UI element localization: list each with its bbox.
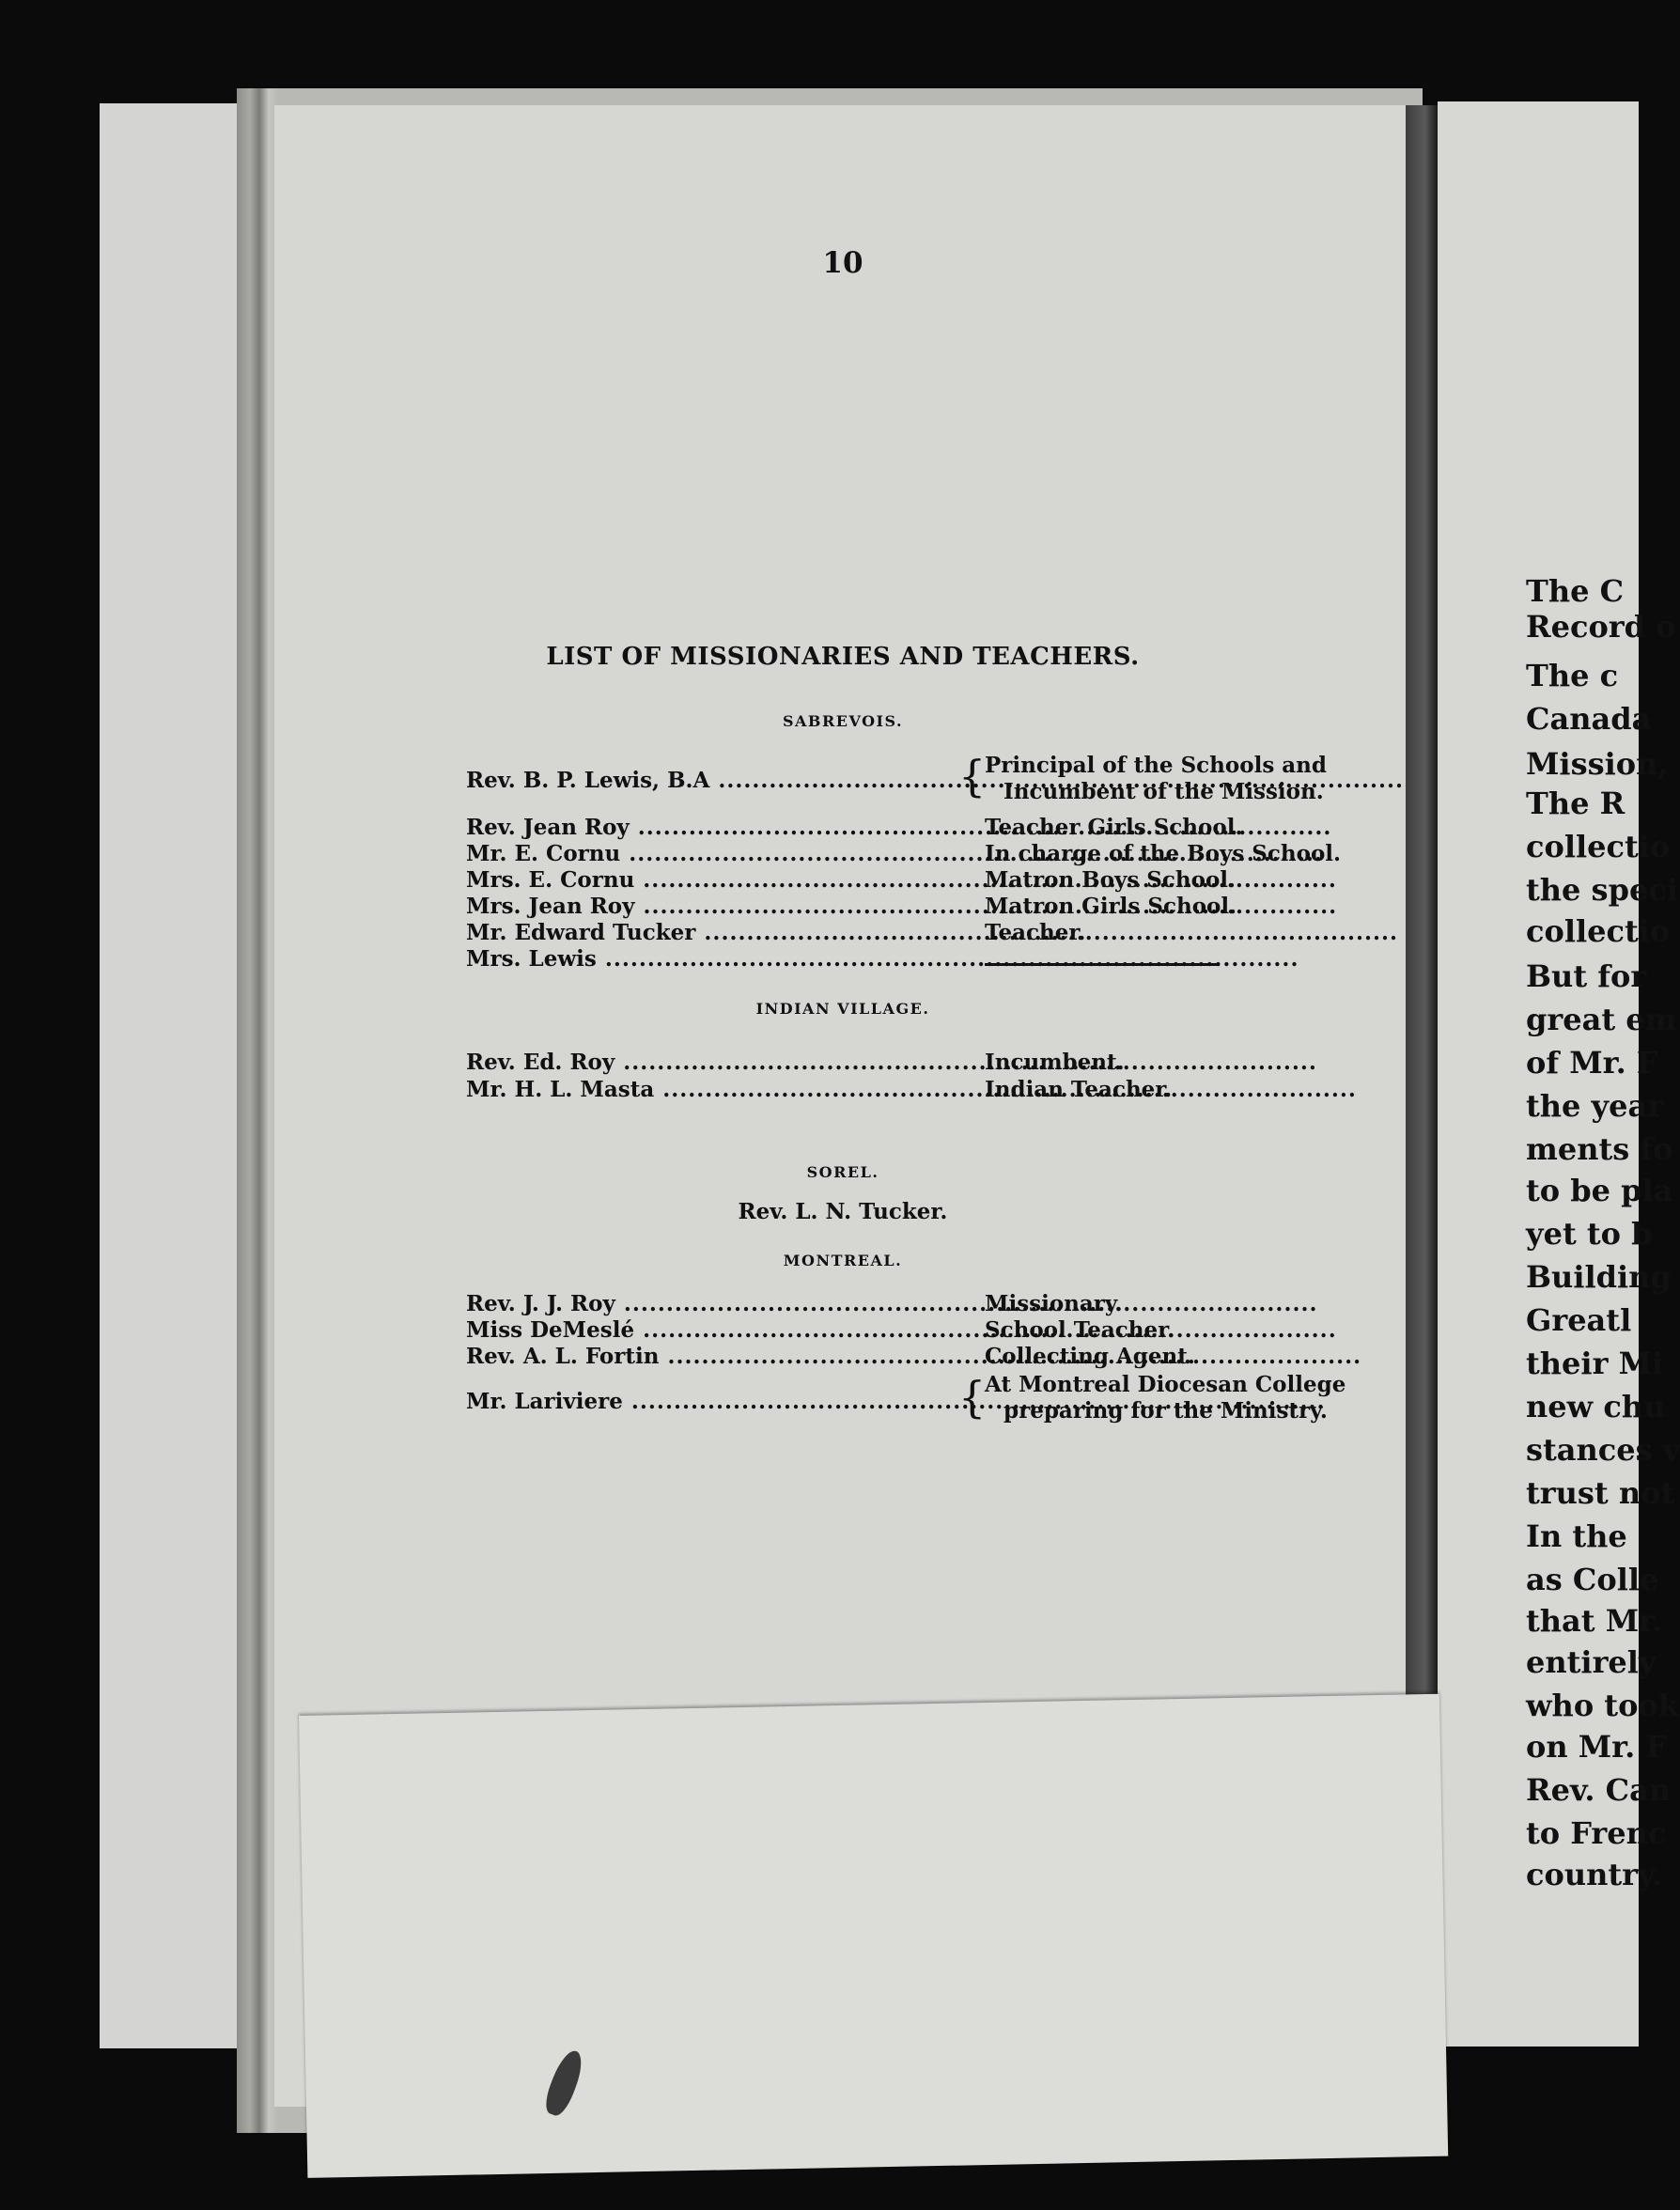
facing-page-line: Record o <box>1526 609 1676 645</box>
section-heading-sorel: SOREL. <box>806 1163 879 1181</box>
facing-page-line: the speci <box>1526 872 1678 908</box>
facing-page-line: country. <box>1526 1857 1663 1892</box>
facing-page-line: their Mi <box>1526 1346 1664 1381</box>
missionary-name: Mrs. Jean Roy ..... <box>466 894 923 919</box>
facing-page-line: Rev. Can <box>1526 1772 1672 1808</box>
facing-page-line: In the <box>1526 1518 1627 1554</box>
facing-page-line: that Mr. <box>1526 1603 1663 1639</box>
missionary-name: Mr. Edward Tucker ..... <box>466 920 923 945</box>
sorel-entry: Rev. L. N. Tucker. <box>738 1199 948 1224</box>
missionary-role: Incumbent. <box>985 1050 1125 1075</box>
missionary-name: Mrs. Lewis ..... <box>466 946 923 972</box>
facing-page-line: to be pla <box>1526 1173 1673 1208</box>
facing-page-line: Building <box>1526 1259 1672 1295</box>
facing-page-line: new chu <box>1526 1389 1666 1424</box>
list-title: LIST OF MISSIONARIES AND TEACHERS. <box>546 643 1140 671</box>
missionary-name: Rev. A. L. Fortin ..... <box>466 1344 923 1369</box>
missionary-role: Matron Boys School. <box>985 867 1237 893</box>
facing-page-line: But for <box>1526 958 1647 994</box>
facing-page-line: trust not <box>1526 1475 1675 1511</box>
missionary-name: Miss DeMeslé ..... <box>466 1317 923 1343</box>
facing-page-line: great em <box>1526 1002 1677 1037</box>
ink-stain <box>541 2047 588 2119</box>
missionary-name: Rev. Ed. Roy ..... <box>466 1050 923 1075</box>
list-item <box>274 946 1411 984</box>
facing-page-line: ments fo <box>1526 1131 1673 1167</box>
missionary-role: Indian Teacher. <box>985 1077 1173 1102</box>
section-heading-indian-village: INDIAN VILLAGE. <box>755 1000 930 1018</box>
missionary-name: Rev. J. J. Roy ..... <box>466 1291 923 1316</box>
missionary-role: Teacher Girls School. <box>985 815 1243 840</box>
blank-role-rule <box>985 963 1220 966</box>
list-item <box>274 1372 1411 1426</box>
section-heading-sabrevois: SABREVOIS. <box>782 712 904 730</box>
missionary-role: At Montreal Diocesan College preparing for the Ministry. <box>985 1372 1346 1424</box>
list-item <box>274 751 1411 805</box>
list-item <box>274 1077 1411 1114</box>
missionary-role: Teacher. <box>985 920 1086 945</box>
missionary-role: Principal of the Schools and Incumbent of the Mission. <box>985 753 1327 804</box>
missionary-name: Rev. Jean Roy ..... <box>466 815 923 840</box>
missionary-name: Mrs. E. Cornu ..... <box>466 867 923 893</box>
missionary-role: School Teacher. <box>985 1317 1175 1343</box>
missionary-role: Matron Girls School. <box>985 894 1237 919</box>
missionary-role: Collecting Agent. <box>985 1344 1195 1369</box>
facing-page-line: of Mr. F <box>1526 1045 1658 1081</box>
section-heading-montreal: MONTREAL. <box>783 1252 903 1269</box>
missionary-name: Mr. E. Cornu ..... <box>466 841 923 866</box>
facing-page <box>1438 101 1680 2047</box>
facing-page-line: The C <box>1526 573 1625 609</box>
facing-page-line: Mission, <box>1526 746 1669 782</box>
facing-page-line: Canada <box>1526 701 1652 737</box>
pasted-slip <box>299 1694 1448 2178</box>
facing-page-line: the year <box>1526 1088 1664 1124</box>
brace-mark: { <box>958 751 987 802</box>
facing-page-line: as Colle <box>1526 1562 1659 1597</box>
facing-page-line: Greatl <box>1526 1302 1632 1338</box>
missionary-name: Mr. H. L. Masta ..... <box>466 1077 923 1102</box>
facing-page-line: collectio <box>1526 913 1671 949</box>
facing-page-line: stances v <box>1526 1432 1680 1468</box>
facing-page-line: The R <box>1526 786 1626 821</box>
facing-page-line: entirely <box>1526 1644 1657 1680</box>
brace-mark: { <box>958 1372 987 1423</box>
page-number: 10 <box>822 246 863 280</box>
missionary-role: Missionary. <box>985 1291 1123 1316</box>
missionary-role: In charge of the Boys School. <box>985 841 1342 866</box>
missionary-name: Mr. Lariviere ..... <box>466 1389 923 1414</box>
missionary-name: Rev. B. P. Lewis, B.A ..... <box>466 768 923 793</box>
facing-page-line: who took <box>1526 1688 1679 1723</box>
facing-page-line: The c <box>1526 658 1619 693</box>
facing-page-line: yet to b <box>1526 1216 1653 1252</box>
facing-page-line: to Frenc <box>1526 1815 1667 1851</box>
facing-page-line: collectio <box>1526 829 1671 864</box>
facing-page-line: on Mr. F <box>1526 1729 1668 1765</box>
